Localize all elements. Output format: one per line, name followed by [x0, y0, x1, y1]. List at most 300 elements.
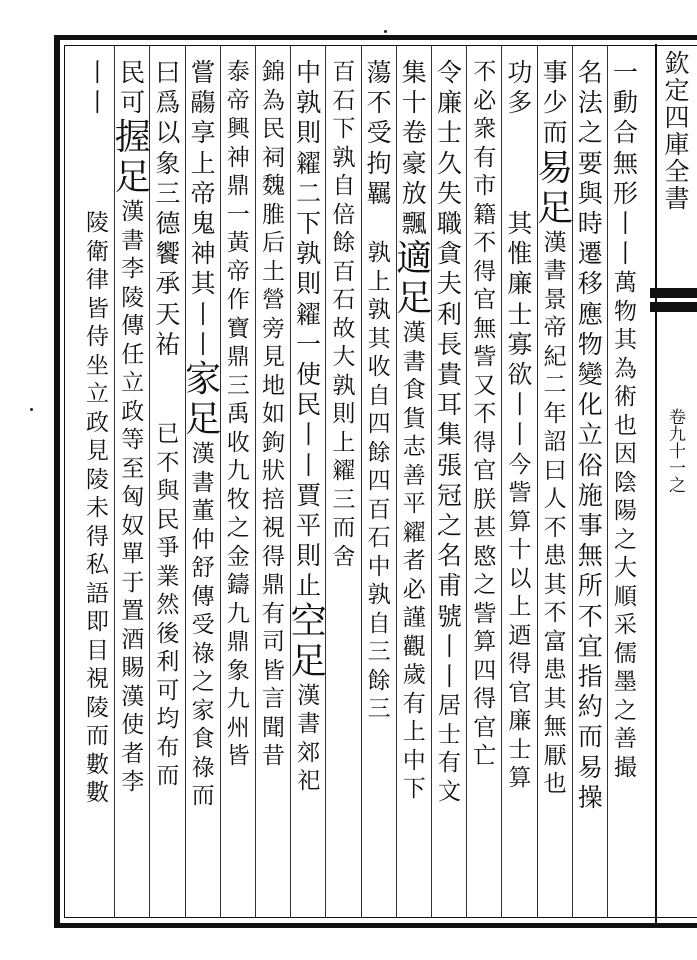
text-character: 餘 [367, 667, 391, 694]
text-character: 郊 [297, 739, 321, 766]
text-character: 受 [191, 612, 215, 639]
text-character: 漢 [121, 683, 145, 710]
text-character: 不 [366, 88, 392, 118]
text-character: 士 [436, 118, 462, 148]
text-character: 與 [577, 178, 603, 208]
text-character [507, 179, 532, 209]
text-character: 丨 [436, 631, 462, 661]
text-character [367, 209, 392, 239]
text-character: 集 [436, 420, 462, 450]
text-character: 而 [191, 783, 215, 810]
text-character: 餘 [367, 439, 391, 466]
text-character: 合 [612, 118, 638, 148]
text-character: 象 [226, 657, 250, 684]
text-character: 皆 [86, 295, 109, 322]
text-character: 上 [190, 148, 216, 178]
text-character: 則 [332, 401, 356, 427]
text-column [396, 58, 433, 908]
text-character: 算 [508, 765, 532, 792]
text-character: 四 [473, 657, 497, 684]
heading-character: 足 [185, 399, 222, 441]
text-character: 丨 [296, 450, 322, 480]
text-character: 丨 [296, 420, 322, 450]
text-character: 金 [226, 543, 250, 570]
text-character: 所 [577, 571, 603, 601]
text-character: 數 [86, 751, 109, 778]
text-character [85, 149, 110, 179]
text-character: 事 [542, 58, 568, 87]
text-character: 家 [191, 697, 215, 724]
text-character: 而 [332, 515, 356, 541]
text-character: 鼎 [226, 344, 250, 370]
text-character: 數 [86, 780, 109, 807]
text-character: 寶 [226, 315, 250, 342]
text-character: 年 [543, 400, 567, 427]
text-character: 今 [508, 451, 532, 478]
column-rule [396, 46, 397, 917]
text-character: 之 [473, 572, 497, 598]
text-character: 耳 [436, 390, 462, 420]
text-character: 訾 [508, 480, 532, 507]
text-character: 士 [507, 299, 533, 329]
text-character: 祿 [191, 754, 215, 781]
text-character: 愍 [473, 543, 497, 570]
text-character: 約 [577, 692, 603, 722]
text-character: 侍 [86, 324, 109, 351]
text-character: 丨 [84, 88, 110, 118]
text-character: 得 [473, 429, 497, 456]
text-character: 易 [577, 752, 603, 782]
text-character: 至 [121, 455, 145, 482]
text-character: 施 [577, 480, 603, 510]
text-character: 有 [438, 750, 461, 777]
text-character: 賜 [121, 655, 145, 682]
text-character: 二 [296, 178, 322, 208]
text-character: 大 [332, 344, 356, 370]
text-character: 時 [577, 209, 603, 239]
text-character: 舒 [191, 555, 215, 582]
text-character: 職 [436, 209, 462, 239]
text-character: 善 [614, 726, 637, 753]
text-character: 仲 [191, 526, 215, 553]
column-rule [501, 46, 502, 917]
text-character: 曰 [543, 457, 567, 484]
text-character: 如 [262, 401, 285, 427]
text-character: 則 [296, 541, 322, 571]
text-character: 鬺 [190, 88, 216, 118]
text-character: 名 [436, 541, 462, 571]
text-character: 迺 [508, 622, 532, 649]
text-character: 富 [543, 628, 567, 655]
text-character: 置 [121, 598, 145, 625]
text-character: 錦 [262, 59, 285, 85]
text-character: 儒 [614, 640, 637, 667]
text-character: 之 [577, 118, 603, 148]
text-character: 止 [296, 571, 322, 601]
text-character: 奴 [121, 512, 145, 539]
text-character: 三 [155, 178, 181, 208]
text-character: 孰 [367, 582, 391, 609]
text-column [290, 58, 327, 908]
text-character: 丨 [436, 662, 462, 692]
text-character: 廉 [508, 708, 532, 735]
text-character: 其 [614, 327, 637, 354]
heading-character: 握 [114, 117, 151, 159]
text-character: 陽 [614, 498, 637, 525]
text-character: 營 [262, 287, 285, 313]
text-character: 衛 [86, 238, 109, 265]
text-character: 上 [402, 719, 426, 746]
text-character: 神 [226, 144, 250, 171]
text-character: 欲 [507, 360, 533, 390]
text-character: 因 [614, 441, 637, 468]
column-rule [361, 46, 362, 917]
text-character: 書 [191, 469, 215, 496]
text-character: 不 [156, 449, 180, 476]
text-character: 鑄 [226, 572, 250, 598]
text-character: 得 [86, 523, 109, 550]
text-character: 功 [507, 58, 533, 87]
text-character: 亡 [473, 743, 497, 769]
text-character: 視 [262, 515, 285, 541]
text-character: 立 [121, 370, 145, 397]
text-character: 拘 [366, 148, 392, 178]
text-column [82, 58, 113, 908]
text-character: 天 [155, 299, 181, 329]
text-character: 丨 [507, 420, 533, 450]
text-character: 也 [543, 771, 567, 798]
text-character: 少 [542, 88, 568, 118]
heading-character: 適 [396, 238, 433, 280]
text-character: 興 [226, 116, 250, 142]
text-character: 不 [543, 514, 567, 541]
text-character: 象 [155, 148, 181, 178]
text-character: 收 [226, 429, 250, 456]
text-column [575, 58, 606, 908]
text-character: 收 [367, 354, 391, 381]
text-character: 祐 [155, 329, 181, 359]
text-character: 陵 [86, 694, 109, 721]
text-character: 土 [262, 258, 285, 285]
text-character: 鼎 [226, 629, 250, 655]
text-column [152, 58, 183, 908]
text-character: 得 [262, 543, 285, 570]
text-character: 三 [367, 639, 391, 666]
text-character: 而 [542, 118, 568, 148]
text-character: 廉 [436, 88, 462, 118]
text-character: 萬 [614, 270, 637, 297]
text-character: 中 [367, 553, 391, 580]
text-character: 卷 [401, 118, 427, 148]
text-character: 得 [508, 651, 532, 678]
text-character: 張 [436, 450, 462, 480]
text-column [610, 58, 641, 908]
text-character: 一 [296, 329, 322, 359]
text-character: 自 [332, 173, 356, 199]
text-character: 孰 [296, 88, 322, 118]
text-character: 孰 [367, 297, 391, 324]
text-character: 嘗 [190, 58, 216, 87]
text-character: 失 [436, 178, 462, 208]
text-character: 民 [262, 116, 285, 142]
text-character: 術 [614, 384, 637, 411]
text-character: 士 [438, 721, 461, 748]
text-character: 單 [121, 541, 145, 568]
text-character: 不 [473, 401, 497, 427]
text-character: 皆 [226, 743, 250, 769]
text-character: 寡 [507, 329, 533, 359]
text-character: 神 [190, 239, 216, 269]
text-column [258, 58, 289, 908]
text-character: 祿 [191, 640, 215, 667]
text-character: 長 [436, 329, 462, 359]
text-character: 丨 [612, 209, 638, 239]
text-character: 必 [402, 576, 426, 603]
text-character: 脽 [262, 201, 285, 228]
text-character: 下 [402, 776, 426, 803]
text-character: 旁 [262, 315, 285, 342]
text-character: 變 [577, 360, 603, 390]
text-character: 以 [155, 118, 181, 148]
text-character: 之 [191, 669, 215, 696]
text-character: 祀 [297, 768, 321, 795]
text-character: 之 [614, 526, 637, 553]
text-character: 書 [543, 258, 567, 285]
text-character: 上 [332, 429, 356, 456]
text-character: 宜 [577, 631, 603, 661]
text-character: 則 [296, 118, 322, 148]
text-character: 石 [332, 87, 356, 114]
text-character: 賈 [296, 480, 322, 510]
text-character: 以 [508, 565, 532, 592]
text-character: 見 [262, 344, 285, 370]
text-character: 享 [190, 118, 216, 148]
text-character: 餘 [332, 230, 356, 256]
text-character: 冠 [436, 480, 462, 510]
text-character: 民 [120, 58, 146, 87]
text-character: 動 [612, 88, 638, 118]
text-character: 昔 [262, 743, 285, 769]
text-column [469, 58, 500, 908]
text-character: 訾 [473, 344, 497, 370]
text-character: 立 [86, 381, 109, 408]
text-character: 無 [612, 148, 638, 178]
text-character: 李 [121, 256, 145, 283]
text-character: 有 [473, 144, 497, 171]
text-character: 居 [438, 693, 461, 720]
text-character: 蕩 [366, 58, 392, 87]
text-character: 狀 [262, 458, 285, 484]
text-character: 貨 [402, 405, 426, 432]
heading-character: 空 [290, 600, 327, 642]
text-character: 十 [508, 537, 532, 564]
text-character: 德 [155, 209, 181, 239]
text-character: 書 [297, 711, 321, 738]
text-character: 地 [262, 372, 285, 399]
text-character: 書 [402, 348, 426, 375]
text-character: 物 [614, 298, 637, 325]
text-character: 后 [262, 230, 285, 256]
text-character: 糴 [296, 148, 322, 178]
text-column [114, 58, 151, 908]
heading-character: 足 [396, 278, 433, 320]
column-rule [185, 46, 186, 917]
text-character: 立 [577, 420, 603, 450]
text-character [85, 179, 110, 209]
text-character: 有 [262, 600, 285, 627]
text-character: 一 [612, 58, 638, 87]
text-character: 自 [367, 382, 391, 409]
text-character: 訾 [473, 600, 497, 627]
text-character: 指 [577, 662, 603, 692]
text-character: 志 [402, 434, 426, 461]
text-character: 貪 [436, 239, 462, 269]
text-character: 大 [614, 555, 637, 582]
text-character: 其 [507, 209, 533, 239]
text-character: 無 [577, 541, 603, 571]
text-character: 其 [543, 685, 567, 712]
text-character: 政 [86, 409, 109, 436]
text-character: 受 [366, 118, 392, 148]
text-character: 官 [508, 679, 532, 706]
text-column [223, 58, 254, 908]
text-character [155, 360, 180, 390]
text-character: 而 [156, 763, 180, 790]
fishtail-mark-top [650, 288, 697, 298]
text-character: 得 [473, 258, 497, 285]
text-character: 丨 [190, 299, 216, 329]
text-character: 利 [436, 299, 462, 329]
text-character: 三 [367, 696, 391, 723]
text-character: 布 [156, 734, 180, 761]
text-character: 陰 [614, 469, 637, 496]
text-character: 視 [86, 666, 109, 693]
text-character: 放 [401, 178, 427, 208]
text-character: 陵 [121, 284, 145, 311]
text-character: 物 [577, 329, 603, 359]
text-character: 算 [473, 629, 497, 655]
text-character: 市 [473, 173, 497, 199]
text-character: 多 [507, 88, 533, 118]
text-character: 百 [332, 258, 356, 285]
text-character: 孰 [296, 239, 322, 269]
text-character: 禹 [226, 401, 250, 427]
text-character: 鼎 [226, 173, 250, 199]
text-character: 魏 [262, 173, 285, 199]
text-character: 言 [262, 686, 285, 712]
book-title: 欽定四庫全書 [661, 50, 690, 212]
text-character: 官 [473, 287, 497, 313]
text-character: 謹 [402, 605, 426, 632]
text-character: 飄 [401, 209, 427, 239]
text-character: 下 [296, 209, 322, 239]
text-character: 帝 [543, 315, 567, 342]
text-character [85, 118, 110, 148]
text-character: 廉 [507, 269, 533, 299]
text-character: 漢 [543, 229, 567, 256]
fishtail-mark-bottom [650, 302, 697, 312]
column-rule [466, 46, 467, 917]
text-character: 目 [86, 637, 109, 664]
text-character: 不 [543, 600, 567, 627]
text-character: 漢 [297, 682, 321, 709]
text-character: 等 [121, 427, 145, 454]
text-character: 士 [508, 736, 532, 763]
text-character: 采 [614, 612, 637, 639]
text-character: 之 [226, 515, 250, 541]
heading-character: 足 [114, 157, 151, 199]
text-character: 四 [367, 468, 391, 495]
text-character: 則 [296, 269, 322, 299]
text-character: 傳 [121, 313, 145, 340]
text-column [328, 58, 359, 908]
text-character: 豪 [401, 148, 427, 178]
text-character: 十 [401, 88, 427, 118]
text-character: 書 [121, 227, 145, 254]
text-character: 遷 [577, 239, 603, 269]
text-character: 不 [473, 59, 497, 85]
text-character: 律 [86, 267, 109, 294]
text-character: 貴 [436, 360, 462, 390]
text-character: 陵 [86, 466, 109, 493]
text-character: 曰 [155, 58, 181, 87]
text-character: 已 [156, 421, 180, 448]
text-character: 無 [473, 315, 497, 342]
text-character: 鉤 [262, 429, 285, 456]
text-character: 下 [332, 116, 356, 142]
text-character: 俗 [577, 450, 603, 480]
text-character: 均 [156, 706, 180, 733]
text-character: 中 [402, 747, 426, 774]
text-character: 善 [402, 462, 426, 489]
text-character: 惟 [507, 239, 533, 269]
text-character: 漢 [121, 199, 145, 226]
text-character: 觀 [402, 633, 426, 660]
text-character: 牧 [226, 486, 250, 513]
text-character: 司 [262, 629, 285, 655]
text-character: 墨 [614, 669, 637, 696]
text-character: 化 [577, 390, 603, 420]
text-character: 二 [543, 372, 567, 399]
text-character [155, 390, 180, 420]
text-character: 李 [121, 769, 145, 796]
text-character: 政 [121, 398, 145, 425]
text-character: 糴 [402, 519, 426, 546]
heading-character: 易 [537, 147, 574, 189]
text-character: 患 [543, 543, 567, 570]
text-character: 見 [86, 438, 109, 465]
text-character: 四 [367, 411, 391, 438]
column-rule [255, 46, 256, 917]
text-character: 令 [436, 58, 462, 87]
text-character: 籍 [473, 201, 497, 228]
text-character: 三 [332, 486, 356, 513]
text-character: 得 [473, 686, 497, 712]
text-character: 丨 [507, 390, 533, 420]
text-character: 陵 [86, 210, 109, 237]
text-character: 祠 [262, 144, 285, 171]
text-character: 帝 [226, 258, 250, 285]
text-character: 九 [226, 458, 250, 484]
column-rule [607, 46, 608, 917]
text-character: 操 [577, 782, 603, 812]
text-character [507, 118, 532, 148]
text-character: 歲 [402, 662, 426, 689]
text-character: 使 [296, 360, 322, 390]
text-character: 丨 [612, 239, 638, 269]
text-character: 文 [438, 778, 461, 805]
text-character: 聞 [262, 714, 285, 741]
